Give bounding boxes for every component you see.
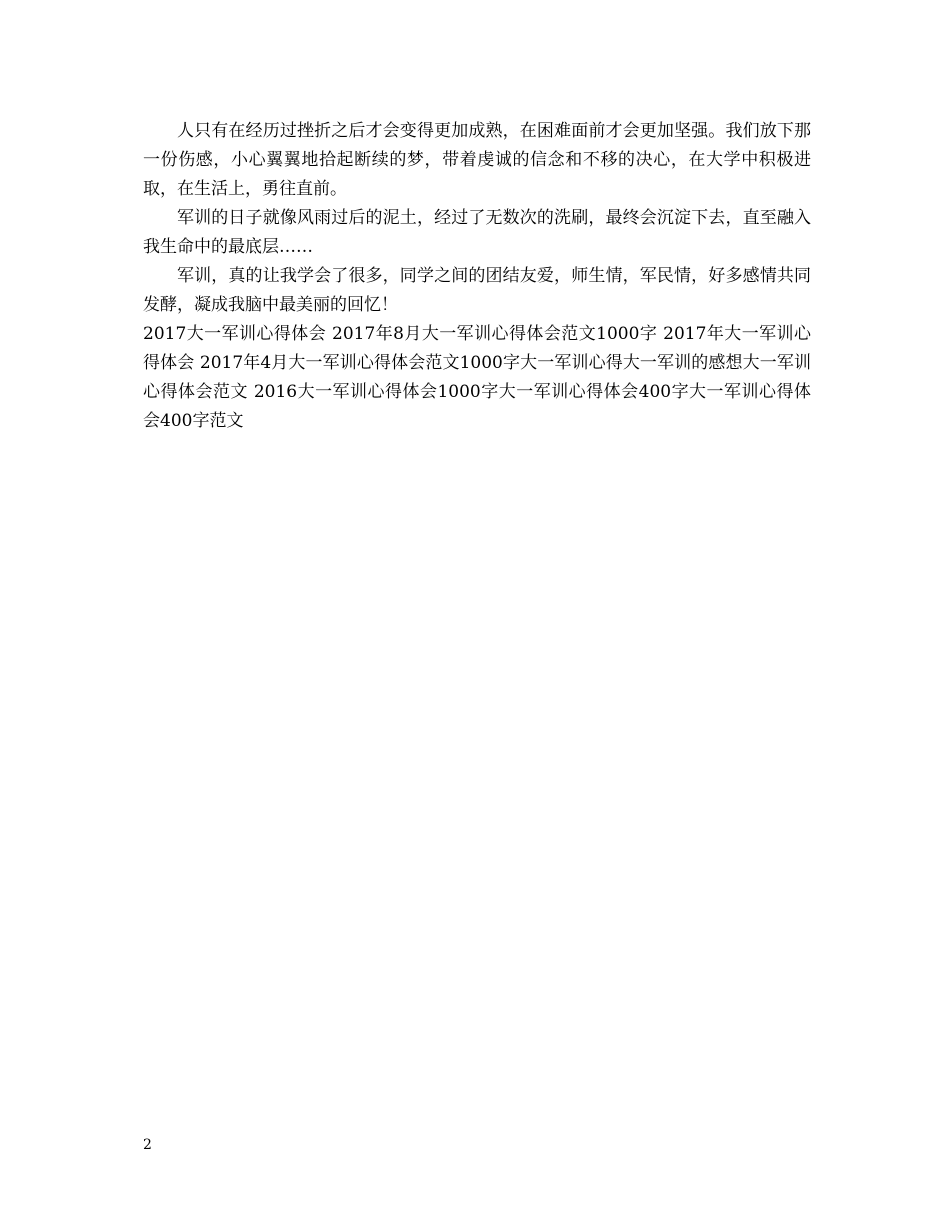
- paragraph-1: 人只有在经历过挫折之后才会变得更加成熟，在困难面前才会更加坚强。我们放下那一份伤感，小心翼翼地拾起断续的梦，带着虔诚的信念和不移的决心，在大学中积极进取，在生活上，勇往直前。: [143, 121, 811, 199]
- document-body: [143, 117, 811, 436]
- page-number: 2: [143, 1137, 152, 1153]
- related-articles-text: 2017大一军训心得体会 2017年8月大一军训心得体会范文1000字 2017年大一军训心得体会 2017年4月大一军训心得体会范文1000字大一军训心得大一军训的感想大一军训心得体会范文 2016大一军训心得体会1000字大一军训心得体会400字大一军训心得体会400字范文: [143, 324, 811, 431]
- paragraph-3: 军训，真的让我学会了很多，同学之间的团结友爱，师生情，军民情，好多感情共同发酵，凝成我脑中最美丽的回忆！: [143, 266, 811, 315]
- paragraph-2: 军训的日子就像风雨过后的泥土，经过了无数次的洗刷，最终会沉淀下去，直至融入我生命中的最底层……: [143, 208, 811, 257]
